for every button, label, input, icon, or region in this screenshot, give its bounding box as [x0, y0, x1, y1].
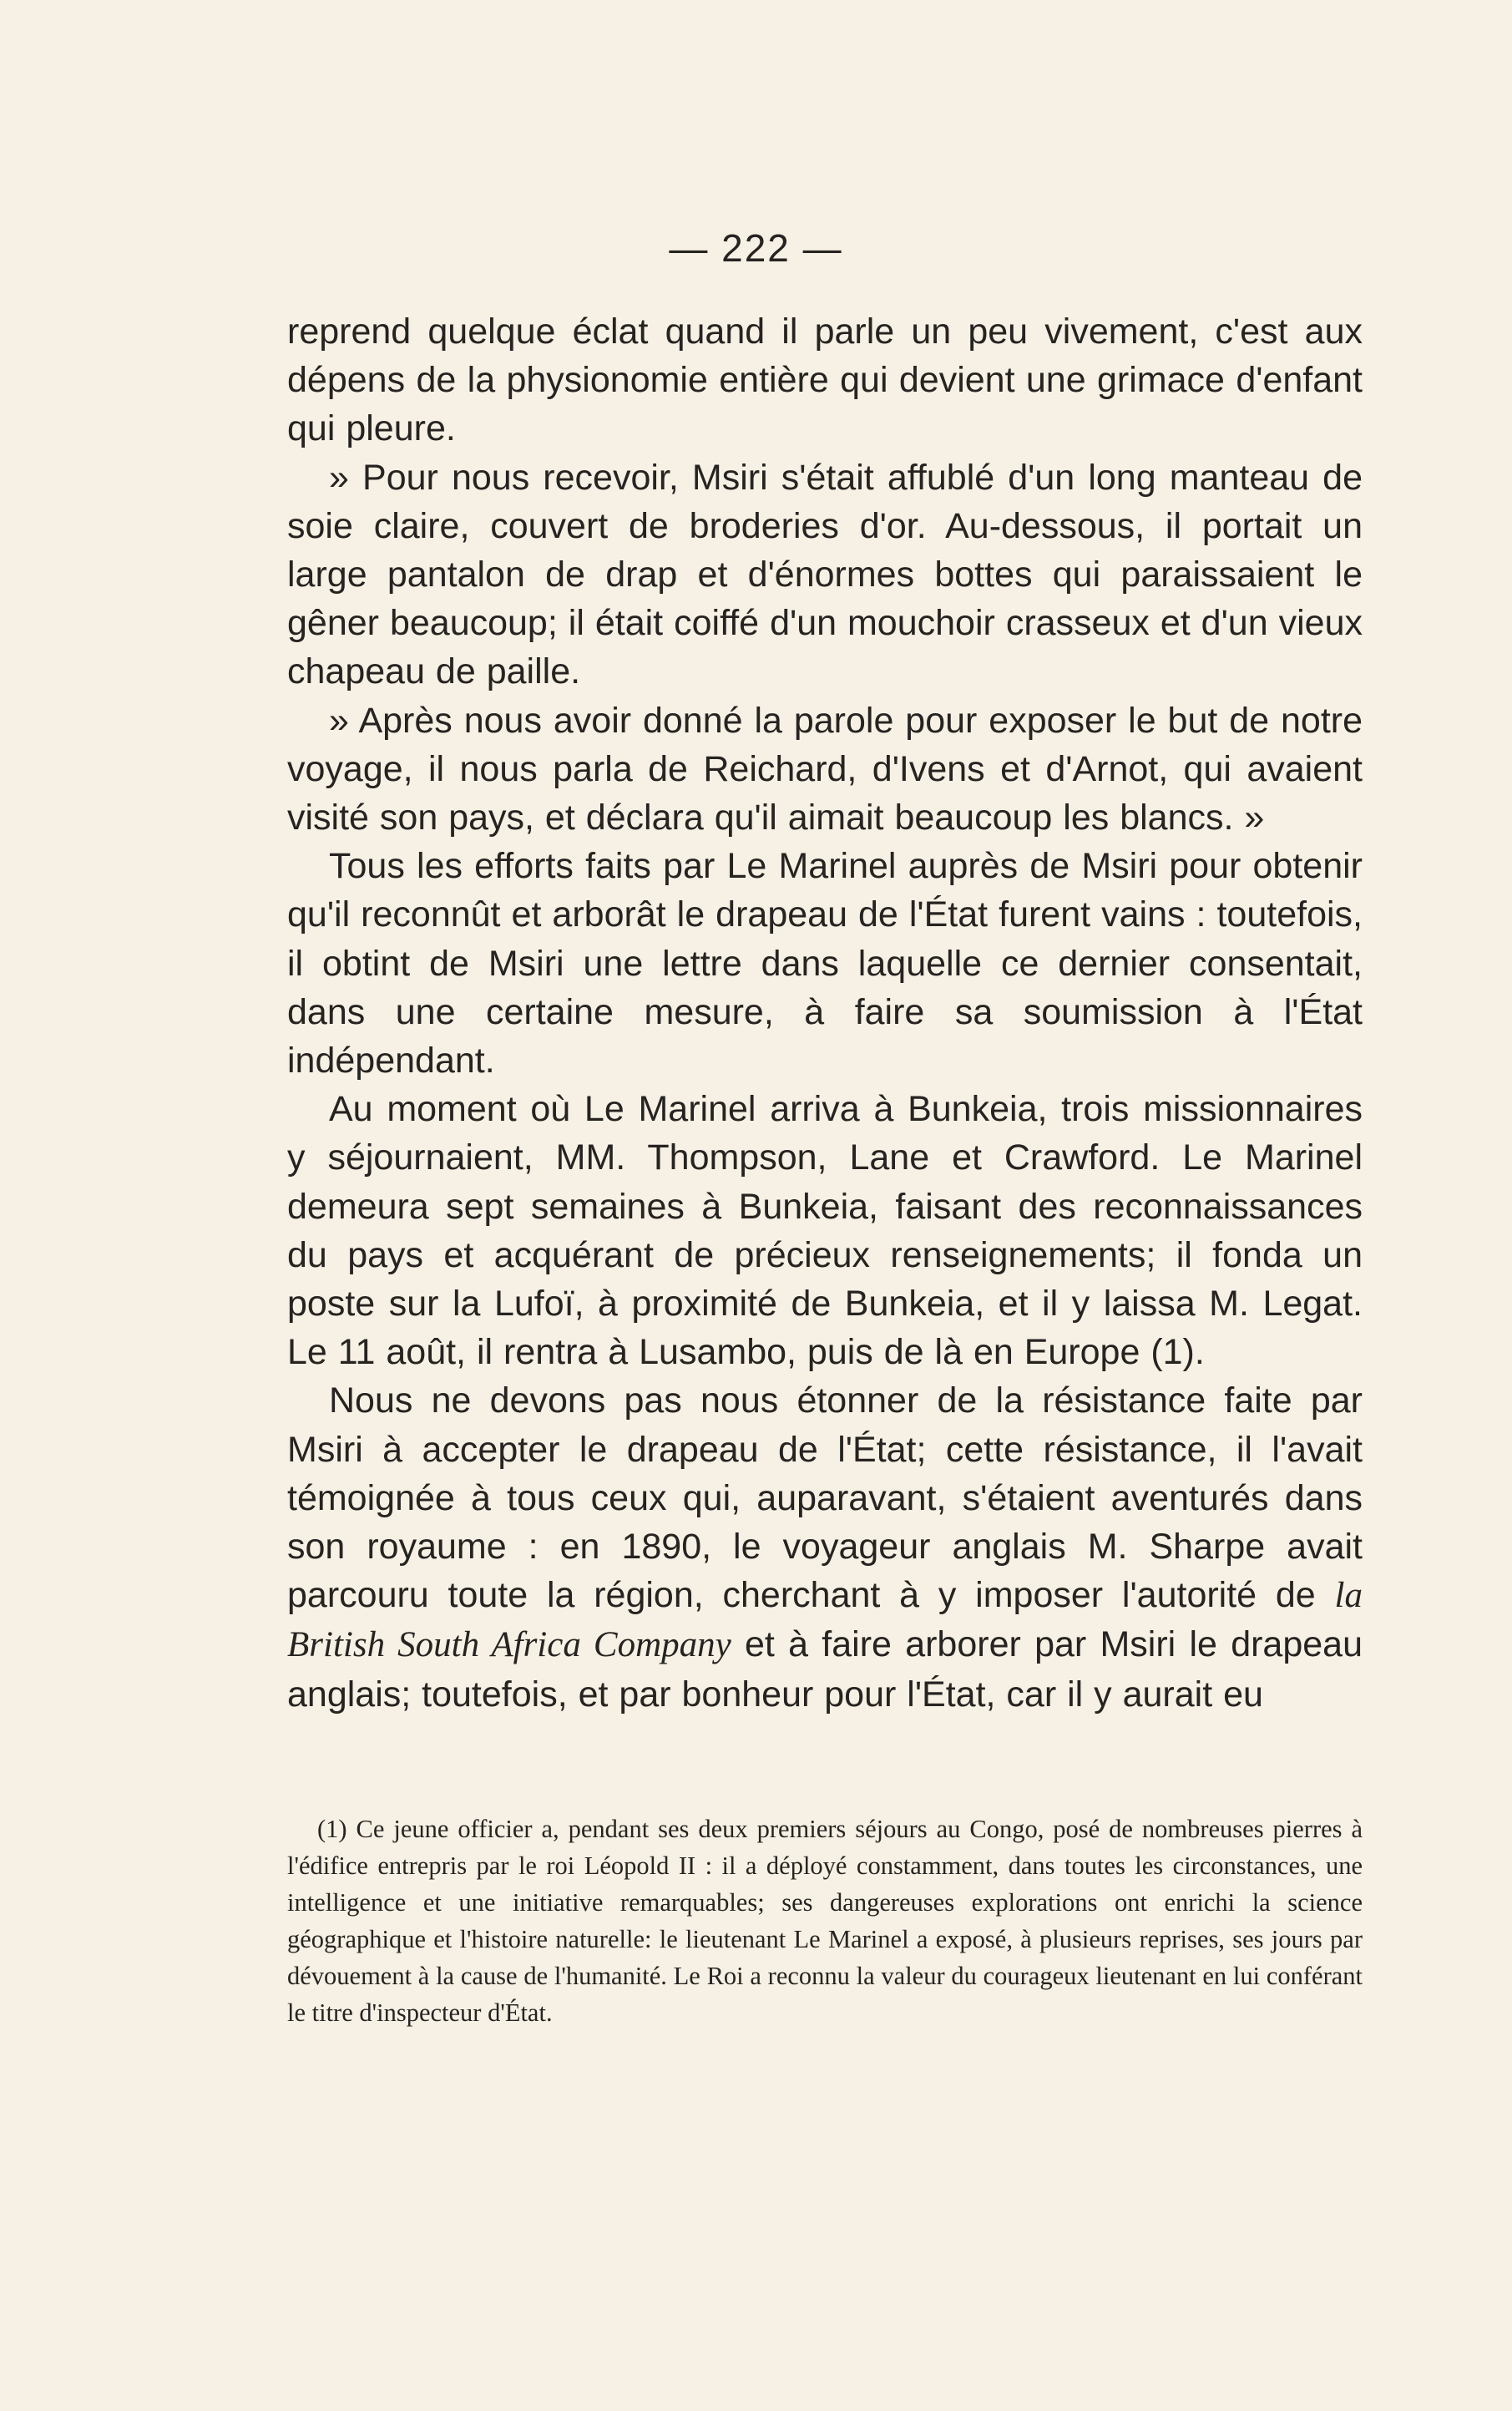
- paragraph-2: » Pour nous recevoir, Msiri s'était affublé d'un long manteau de soie claire, couvert de broderies d'or. Au-dessous, il portait un large pantalon de drap et d'énormes bottes qui paraissaient le gêner beaucoup; il était coiffé d'un mouchoir crasseux et d'un vieux chapeau de paille.: [287, 457, 1363, 692]
- paragraph-6-start: Nous ne devons pas nous étonner de la résistance faite par Msiri à accepter le drapeau de l'État; cette résistance, il l'avait témoignée à tous ceux qui, auparavant, s'étaient aventurés dans son royaume : en 1890, le voyageur anglais M. Sharpe avait parcouru toute la région, cherchant à y imposer l'autorité de: [287, 1380, 1363, 1616]
- main-text: [287, 307, 1363, 1719]
- paragraph-3: » Après nous avoir donné la parole pour exposer le but de notre voyage, il nous parla de Reichard, d'Ivens et d'Arnot, qui avaient visité son pays, et déclara qu'il aimait beaucoup les blancs. »: [287, 700, 1363, 838]
- page-number: — 222 —: [669, 226, 843, 270]
- paragraph-6: [287, 1376, 1363, 1718]
- paragraph-6-end: et à faire arborer par Msiri le drapeau anglais; toutefois, et par bonheur pour l'État, car il y aurait eu: [287, 1624, 1363, 1715]
- company-name-italic: la British South Africa Company: [287, 1576, 1363, 1665]
- paragraph-1: reprend quelque éclat quand il parle un peu vivement, c'est aux dépens de la physionomie entière qui devient une grimace d'enfant qui pleure.: [287, 312, 1363, 449]
- paragraph-5: Au moment où Le Marinel arriva à Bunkeia, trois missionnaires y séjournaient, MM. Thompson, Lane et Crawford. Le Marinel demeura sept semaines à Bunkeia, faisant des reconnaissances du pays et acquérant de précieux renseignements; il fonda un poste sur la Lufoï, à proximité de Bunkeia, et il y laissa M. Legat. Le 11 août, il rentra à Lusambo, puis de là en Europe (1).: [287, 1089, 1363, 1373]
- footnote: [287, 1811, 1363, 2031]
- footnote-text: (1) Ce jeune officier a, pendant ses deux premiers séjours au Congo, posé de nombreuses pierres à l'édifice entrepris par le roi Léopold II : il a déployé constamment, dans toutes les circonstances, une intelligence et une initiative remarquables; ses dangereuses explorations ont enrichi la science géographique et l'histoire naturelle: le lieutenant Le Marinel a exposé, à plusieurs reprises, ses jours par dévouement à la cause de l'humanité. Le Roi a reconnu la valeur du courageux lieutenant en lui conférant le titre d'inspecteur d'État.: [287, 1815, 1363, 2027]
- paragraph-4: Tous les efforts faits par Le Marinel auprès de Msiri pour obtenir qu'il reconnût et arborât le drapeau de l'État furent vains : toutefois, il obtint de Msiri une lettre dans laquelle ce dernier consentait, dans une certaine mesure, à faire sa soumission à l'État indépendant.: [287, 846, 1363, 1081]
